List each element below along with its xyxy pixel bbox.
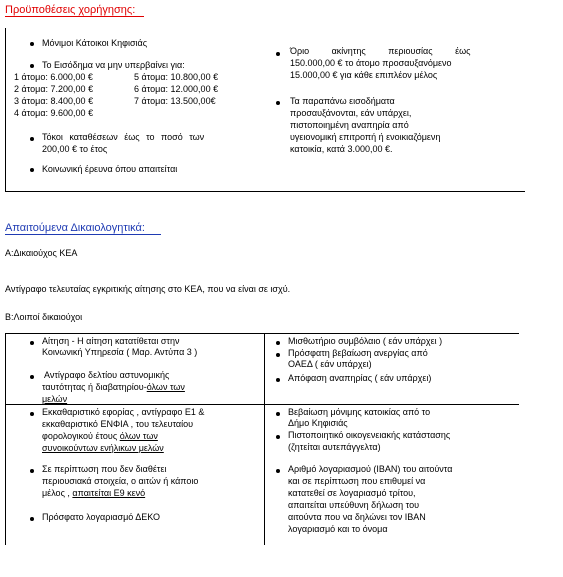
table-center-border (264, 333, 265, 545)
bullet (30, 341, 34, 345)
doc-iban-line6: λογαριασμό και το όνομα (288, 524, 388, 534)
doc-property-line2: περιουσιακά στοιχεία, ο αιτών ή κάποιο (42, 476, 199, 486)
income-cell: 4 άτομα: 9.600,00 € (14, 108, 94, 118)
doc-iban-line3: κατατεθεί σε λογαριασμό τρίτου, (288, 488, 416, 498)
bullet (276, 469, 280, 473)
prereq-increase-line4: υγειονομική επιτροπή ή ενοικιαζόμενη (290, 132, 441, 142)
income-row (14, 72, 218, 83)
doc-id-line2 (42, 382, 185, 393)
bullet (276, 52, 280, 56)
doc-utility-bill: Πρόσφατο λογαριασμό ΔΕΚΟ (42, 512, 161, 522)
doc-iban-line1: Αριθμό λογαριασμού (IBAN) του αιτούντα (288, 464, 453, 474)
bullet (276, 378, 280, 382)
doc-iban-line4: απαιτείται υπεύθυνη δήλωση του (288, 500, 420, 510)
doc-application-line2: Κοινωνική Υπηρεσία ( Μαρ. Αντύπα 3 ) (42, 347, 198, 357)
prereq-property-line2: 150.000,00 € το άτομο προσαυξανόμενο (290, 58, 452, 68)
bullet (30, 375, 34, 379)
doc-tax-line4-underlined: συνοικούντων ενήλικων μελών (42, 443, 164, 453)
bullet (30, 517, 34, 521)
doc-residence-line2: Δήμο Κηφισιάς (288, 418, 348, 428)
doc-property-line3 (42, 488, 145, 499)
section-a-heading: Α:Δικαιούχος ΚΕΑ (5, 248, 78, 258)
prereq-increase-line2: προσαυξάνονται, εάν υπάρχει, (290, 108, 412, 118)
doc-family-line1: Πιστοποιητικό οικογενειακής κατάστασης (288, 430, 451, 440)
doc-iban-line2: και σε περίπτωση που επιθυμεί να (288, 476, 426, 486)
doc-tax-line2: εκκαθαριστικό ΕΝΦΙΑ , του τελευταίου (42, 419, 194, 429)
bullet (30, 137, 34, 141)
prereq-income-label: Το Εισόδημα να μην υπερβαίνει για: (42, 60, 185, 70)
income-row (14, 84, 218, 95)
prereq-increase-line5: κατοικία, κατά 3.000,00 €. (290, 144, 393, 154)
doc-disability: Απόφαση αναπηρίας ( εάν υπάρχει) (288, 373, 432, 383)
prereq-increase-line3: πιστοποιημένη αναπηρία από (290, 120, 409, 130)
doc-unemployment-line1: Πρόσφατη βεβαίωση ανεργίας από (288, 348, 428, 358)
bullet (30, 168, 34, 172)
section-b-heading: Β:Λοιποί δικαιούχοι (5, 312, 83, 322)
income-row (14, 108, 134, 119)
prereq-property-line3: 15.000,00 € για κάθε επιπλέον μέλος (290, 70, 438, 80)
income-cell: 2 άτομα: 7.200,00 € (14, 84, 94, 94)
income-cell: 5 άτομα: 10.800,00 € (134, 72, 219, 82)
prereq-social-research: Κοινωνική έρευνα όπου απαιτείται (42, 164, 178, 174)
doc-tax-line3 (42, 431, 158, 442)
prereq-residents: Μόνιμοι Κάτοικοι Κηφισιάς (42, 38, 148, 48)
doc-id-line1: Αντίγραφο δελτίου αστυνομικής (44, 370, 170, 380)
table-left-border (5, 333, 6, 545)
prerequisites-title-text: Προϋποθέσεις χορήγησης: (5, 4, 136, 16)
bullet (30, 42, 34, 46)
bullet (276, 412, 280, 416)
bullet (276, 101, 280, 105)
doc-property-line1: Σε περίπτωση που δεν διαθέτει (42, 464, 167, 474)
bullet (30, 64, 34, 68)
prereq-interest-line2: 200,00 € το έτος (42, 144, 108, 154)
bullet (276, 341, 280, 345)
table-top-border (5, 333, 519, 334)
doc-tax-line1: Εκκαθαριστικό εφορίας , αντίγραφο Ε1 & (42, 407, 205, 417)
doc-iban-line5: αιτούντα που να δηλώνει τον IBAN (288, 512, 426, 522)
doc-application-line1: Αίτηση - Η αίτηση κατατίθεται στην (42, 336, 180, 346)
documents-title: Απαιτούμενα Δικαιολογητικά: (5, 222, 145, 234)
doc-id-line3 (42, 394, 67, 405)
doc-tax-line3-text: φορολογικού έτους (42, 431, 120, 441)
documents-title-underline (5, 234, 161, 235)
doc-tax-line3-underlined: όλων των (119, 431, 158, 441)
doc-unemployment-line2: ΟΑΕΔ ( εάν υπάρχει) (288, 359, 372, 369)
income-cell: 1 άτομο: 6.000,00 € (14, 72, 93, 82)
section-a-text: Αντίγραφο τελευταίας εγκριτικής αίτησης στο ΚΕΑ, που να είναι σε ισχύ. (5, 284, 291, 294)
doc-id-line3-underlined: μελών (42, 394, 68, 404)
doc-lease: Μισθωτήριο συμβόλαιο ( εάν υπάρχει ) (288, 336, 443, 346)
bullet (30, 412, 34, 416)
doc-residence-line1: Βεβαίωση μόνιμης κατοικίας από το (288, 407, 431, 417)
bullet (276, 435, 280, 439)
income-cell: 6 άτομα: 12.000,00 € (134, 84, 219, 94)
table-mid-border (5, 404, 519, 405)
income-cell: 3 άτομα: 8.400,00 € (14, 96, 94, 106)
prereq-increase-line1: Τα παραπάνω εισοδήματα (290, 96, 395, 106)
doc-family-line2: (ζητείται αυτεπάγγελτα) (288, 442, 381, 452)
doc-tax-line4 (42, 443, 164, 454)
income-cell: 7 άτομα: 13.500,00€ (134, 96, 216, 106)
doc-property-line3-underlined: απαιτείται Ε9 κενό (72, 488, 146, 498)
bullet (30, 469, 34, 473)
prerequisites-title-underline (5, 16, 144, 17)
bullet (276, 353, 280, 357)
prereq-property-line1: Όριο ακίνητης περιουσίας έως (290, 46, 471, 56)
income-row (14, 96, 216, 107)
prereq-interest-line1: Τόκοι καταθέσεων έως το ποσό των (42, 132, 205, 142)
doc-property-line3-text: μέλος , (42, 488, 73, 498)
doc-id-line2-text: ταυτότητας ή διαβατηρίου- (42, 382, 147, 392)
doc-id-line2-underlined: όλων των (146, 382, 185, 392)
